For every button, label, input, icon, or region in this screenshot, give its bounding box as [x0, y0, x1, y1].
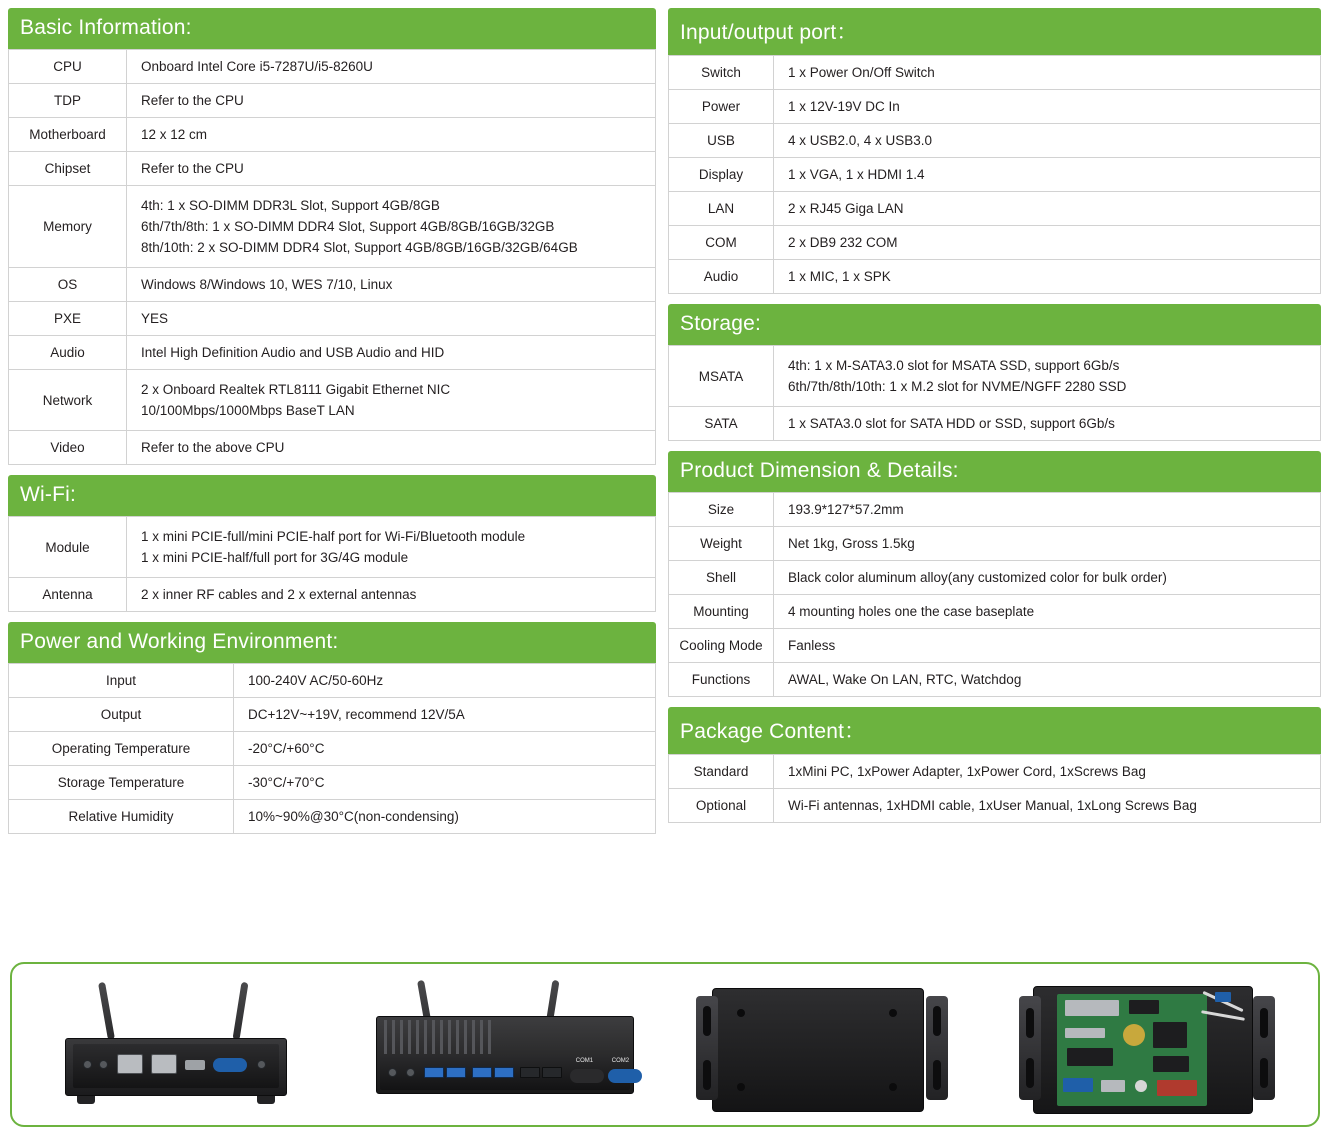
row-key: Output [9, 698, 234, 732]
table-row [9, 517, 656, 578]
vesa-bracket [1253, 996, 1275, 1100]
row-value: 1xMini PC, 1xPower Adapter, 1xPower Cord, 1xScrews Bag [774, 755, 1321, 789]
heatsink-fins [384, 1020, 494, 1054]
table-row [9, 732, 656, 766]
section-title-package-content: Package Content： [668, 707, 1321, 754]
power-button-icon [388, 1068, 397, 1077]
header-connector [1101, 1080, 1125, 1092]
audio-jack-icon [83, 1060, 92, 1069]
row-key: Module [9, 517, 127, 578]
row-key: LAN [669, 192, 774, 226]
section-power-working-environment [8, 622, 656, 834]
chip-component [1067, 1048, 1113, 1066]
table-row [9, 50, 656, 84]
left-column [8, 8, 656, 844]
row-key: Audio [9, 336, 127, 370]
section-title-storage: Storage: [668, 304, 1321, 345]
row-value-line: 4th: 1 x SO-DIMM DDR3L Slot, Support 4GB/8GB [141, 198, 440, 213]
table-row [669, 260, 1321, 294]
row-value: Intel High Definition Audio and USB Audio and HID [127, 336, 656, 370]
row-value-line: 8th/10th: 2 x SO-DIMM DDR4 Slot, Support 4GB/8GB/16GB/32GB/64GB [141, 240, 578, 255]
table-row [669, 407, 1321, 441]
row-value: 1 x 12V-19V DC In [774, 90, 1321, 124]
vesa-bracket [926, 996, 948, 1100]
connector-block [1157, 1080, 1197, 1096]
table-row [669, 226, 1321, 260]
row-value [127, 186, 656, 268]
row-value: -20°C/+60°C [234, 732, 656, 766]
table-row [9, 336, 656, 370]
so-dimm-slot [1065, 1000, 1119, 1016]
dc-power-jack-icon [257, 1060, 266, 1069]
row-key: Memory [9, 186, 127, 268]
row-key: USB [669, 124, 774, 158]
chassis-foot [257, 1096, 275, 1104]
row-value-line: 1 x mini PCIE-full/mini PCIE-half port for Wi-Fi/Bluetooth module [141, 529, 526, 544]
product-photo-internal-mainboard [1005, 970, 1305, 1120]
row-value: 2 x inner RF cables and 2 x external antennas [127, 578, 656, 612]
section-input-output-port [668, 8, 1321, 294]
section-title-power-working-environment: Power and Working Environment: [8, 622, 656, 663]
row-value: 1 x MIC, 1 x SPK [774, 260, 1321, 294]
table-basic-information [8, 49, 656, 465]
rj45-lan-port-icon [117, 1054, 143, 1074]
vesa-bracket [1019, 996, 1041, 1100]
chassis-bottom [712, 988, 924, 1112]
bracket-slot [1260, 1058, 1268, 1088]
table-row [9, 84, 656, 118]
table-row [669, 755, 1321, 789]
mounting-hole-icon [889, 1009, 897, 1017]
row-key: Chipset [9, 152, 127, 186]
table-package-content [668, 754, 1321, 823]
row-key: Functions [669, 663, 774, 697]
cpu-chip [1153, 1022, 1187, 1048]
bracket-slot [703, 1060, 711, 1090]
table-row [9, 118, 656, 152]
table-row [9, 370, 656, 431]
bracket-slot [933, 1060, 941, 1090]
row-value-line: 2 x Onboard Realtek RTL8111 Gigabit Ethernet NIC [141, 382, 451, 397]
rj45-lan-port-icon [151, 1054, 177, 1074]
row-key: MSATA [669, 346, 774, 407]
row-key: Standard [669, 755, 774, 789]
row-value: Net 1kg, Gross 1.5kg [774, 527, 1321, 561]
row-key: Cooling Mode [669, 629, 774, 663]
table-row [669, 595, 1321, 629]
wifi-module [1215, 992, 1231, 1002]
table-row [9, 431, 656, 465]
row-value: Windows 8/Windows 10, WES 7/10, Linux [127, 268, 656, 302]
row-value: 4 x USB2.0, 4 x USB3.0 [774, 124, 1321, 158]
front-panel [73, 1044, 279, 1088]
row-key: Input [9, 664, 234, 698]
row-value: 1 x SATA3.0 slot for SATA HDD or SSD, support 6Gb/s [774, 407, 1321, 441]
row-key: Operating Temperature [9, 732, 234, 766]
row-key: OS [9, 268, 127, 302]
mic-jack-icon [99, 1060, 108, 1069]
row-key: SATA [669, 407, 774, 441]
row-value: Refer to the CPU [127, 84, 656, 118]
mounting-hole-icon [737, 1083, 745, 1091]
row-value-line: 6th/7th/8th/10th: 1 x M.2 slot for NVME/NGFF 2280 SSD [788, 379, 1127, 394]
section-basic-information [8, 8, 656, 465]
row-value-line: 10/100Mbps/1000Mbps BaseT LAN [141, 403, 355, 418]
table-row [669, 158, 1321, 192]
section-product-dimension [668, 451, 1321, 697]
row-key: Antenna [9, 578, 127, 612]
table-row [9, 800, 656, 834]
row-value: Wi-Fi antennas, 1xHDMI cable, 1xUser Manual, 1xLong Screws Bag [774, 789, 1321, 823]
mounting-hole-icon [737, 1009, 745, 1017]
row-value: AWAL, Wake On LAN, RTC, Watchdog [774, 663, 1321, 697]
row-value [127, 517, 656, 578]
coin-battery [1123, 1024, 1145, 1046]
row-value: Onboard Intel Core i5-7287U/i5-8260U [127, 50, 656, 84]
row-value: Refer to the CPU [127, 152, 656, 186]
row-value [127, 370, 656, 431]
row-value: 100-240V AC/50-60Hz [234, 664, 656, 698]
table-row [9, 578, 656, 612]
bracket-slot [1026, 1058, 1034, 1088]
bracket-slot [703, 1006, 711, 1036]
usb2-port-icon [520, 1067, 540, 1078]
row-key: Display [669, 158, 774, 192]
vesa-bracket [696, 996, 718, 1100]
product-photo-strip [10, 962, 1320, 1127]
row-value: Fanless [774, 629, 1321, 663]
table-row [669, 789, 1321, 823]
section-wifi [8, 475, 656, 612]
table-row [669, 56, 1321, 90]
table-row [669, 629, 1321, 663]
row-key: Shell [669, 561, 774, 595]
bracket-slot [1260, 1008, 1268, 1038]
row-value: Refer to the above CPU [127, 431, 656, 465]
db9-com-port-icon [570, 1069, 604, 1083]
row-value-line: 4th: 1 x M-SATA3.0 slot for MSATA SSD, support 6Gb/s [788, 358, 1120, 373]
chip-component [1153, 1056, 1189, 1072]
chassis-foot [77, 1096, 95, 1104]
row-key: Weight [669, 527, 774, 561]
row-value: YES [127, 302, 656, 336]
capacitor [1135, 1080, 1147, 1092]
mounting-hole-icon [889, 1083, 897, 1091]
right-column [668, 8, 1321, 833]
table-row [9, 186, 656, 268]
row-value: 4 mounting holes one the case baseplate [774, 595, 1321, 629]
table-row [669, 192, 1321, 226]
bracket-slot [1026, 1008, 1034, 1038]
row-key: COM [669, 226, 774, 260]
bracket-slot [933, 1006, 941, 1036]
row-key: Size [669, 493, 774, 527]
row-key: Video [9, 431, 127, 465]
row-key: PXE [9, 302, 127, 336]
row-key: Power [669, 90, 774, 124]
section-storage [668, 304, 1321, 441]
rear-io-panel [380, 1056, 630, 1090]
table-wifi [8, 516, 656, 612]
product-photo-front-ports [25, 970, 325, 1120]
db9-com-port-icon [608, 1069, 642, 1083]
hdmi-port-icon [185, 1060, 205, 1070]
row-key: Storage Temperature [9, 766, 234, 800]
table-row [9, 152, 656, 186]
table-row [669, 663, 1321, 697]
chip-component [1129, 1000, 1159, 1014]
table-row [669, 561, 1321, 595]
section-title-wifi: Wi-Fi: [8, 475, 656, 516]
antenna-icon [233, 981, 249, 1039]
section-title-product-dimension: Product Dimension & Details: [668, 451, 1321, 492]
table-row [669, 124, 1321, 158]
usb3-port-icon [424, 1067, 444, 1078]
row-value: 12 x 12 cm [127, 118, 656, 152]
table-input-output-port [668, 55, 1321, 294]
row-key: CPU [9, 50, 127, 84]
row-key: Motherboard [9, 118, 127, 152]
product-photo-bottom-plate [678, 970, 978, 1120]
row-key: Audio [669, 260, 774, 294]
row-key: TDP [9, 84, 127, 118]
row-value [774, 346, 1321, 407]
usb3-port-icon [472, 1067, 492, 1078]
row-value: 2 x DB9 232 COM [774, 226, 1321, 260]
row-value: 1 x VGA, 1 x HDMI 1.4 [774, 158, 1321, 192]
table-row [669, 527, 1321, 561]
table-row [669, 346, 1321, 407]
row-key: Relative Humidity [9, 800, 234, 834]
row-value: -30°C/+70°C [234, 766, 656, 800]
product-photo-rear-io [352, 970, 652, 1120]
antenna-icon [98, 981, 115, 1039]
table-storage [668, 345, 1321, 441]
row-value: Black color aluminum alloy(any customized color for bulk order) [774, 561, 1321, 595]
row-key: Network [9, 370, 127, 431]
vga-port-icon [213, 1058, 247, 1072]
row-value: 10%~90%@30°C(non-condensing) [234, 800, 656, 834]
table-row [9, 698, 656, 732]
usb3-port-icon [446, 1067, 466, 1078]
headphone-jack-icon [406, 1068, 415, 1077]
table-row [669, 90, 1321, 124]
sata-connector [1063, 1078, 1093, 1092]
table-product-dimension [668, 492, 1321, 697]
table-row [9, 664, 656, 698]
row-value-line: 1 x mini PCIE-half/full port for 3G/4G module [141, 550, 409, 565]
table-power-working-environment [8, 663, 656, 834]
table-row [669, 493, 1321, 527]
section-package-content [668, 707, 1321, 823]
m2-slot [1065, 1028, 1105, 1038]
row-key: Optional [669, 789, 774, 823]
row-value: 2 x RJ45 Giga LAN [774, 192, 1321, 226]
com2-label: COM2 [611, 1057, 630, 1064]
mainboard-pcb [1057, 994, 1207, 1106]
section-title-basic-information: Basic Information: [8, 8, 656, 49]
table-row [9, 766, 656, 800]
com1-label: COM1 [575, 1057, 594, 1064]
usb2-port-icon [542, 1067, 562, 1078]
row-value: 1 x Power On/Off Switch [774, 56, 1321, 90]
row-key: Mounting [669, 595, 774, 629]
table-row [9, 268, 656, 302]
usb3-port-icon [494, 1067, 514, 1078]
table-row [9, 302, 656, 336]
section-title-input-output-port: Input/output port： [668, 8, 1321, 55]
row-value: 193.9*127*57.2mm [774, 493, 1321, 527]
row-key: Switch [669, 56, 774, 90]
row-value: DC+12V~+19V, recommend 12V/5A [234, 698, 656, 732]
row-value-line: 6th/7th/8th: 1 x SO-DIMM DDR4 Slot, Support 4GB/8GB/16GB/32GB [141, 219, 555, 234]
